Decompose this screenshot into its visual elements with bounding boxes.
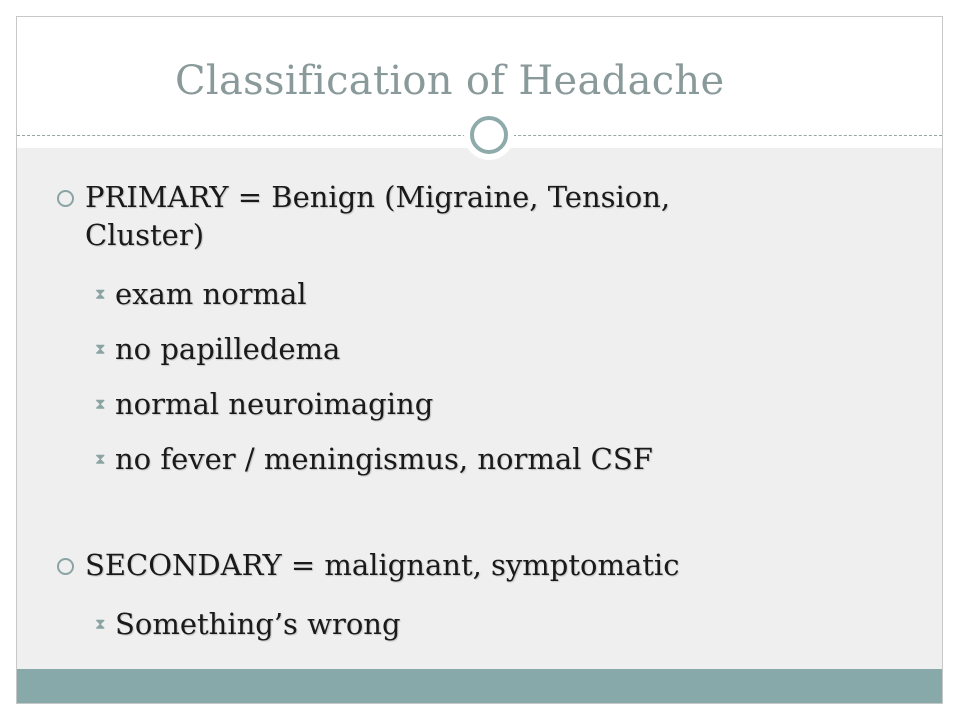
hourglass-bullet-icon: ⧗	[95, 615, 106, 633]
hourglass-bullet-icon: ⧗	[95, 285, 106, 303]
sub-bullet: Something’s wrong	[115, 607, 401, 641]
sub-bullet: no papilledema	[115, 332, 341, 366]
slide	[16, 16, 943, 704]
bullet-list	[17, 17, 942, 703]
sub-bullet: no fever / meningismus, normal CSF	[115, 442, 653, 476]
hourglass-bullet-icon: ⧗	[95, 450, 106, 468]
bullet-primary-line1: PRIMARY = Benign (Migraine, Tension,	[85, 180, 671, 214]
ring-bullet-icon	[57, 190, 74, 207]
bullet-secondary-line1: SECONDARY = malignant, symptomatic	[85, 548, 680, 582]
ring-bullet-icon	[57, 558, 74, 575]
sub-bullet: normal neuroimaging	[115, 387, 434, 421]
bullet-primary-line2: Cluster)	[85, 218, 205, 252]
hourglass-bullet-icon: ⧗	[95, 340, 106, 358]
sub-bullet: exam normal	[115, 277, 307, 311]
slide-title: Classification of Headache	[175, 58, 725, 104]
hourglass-bullet-icon: ⧗	[95, 395, 106, 413]
